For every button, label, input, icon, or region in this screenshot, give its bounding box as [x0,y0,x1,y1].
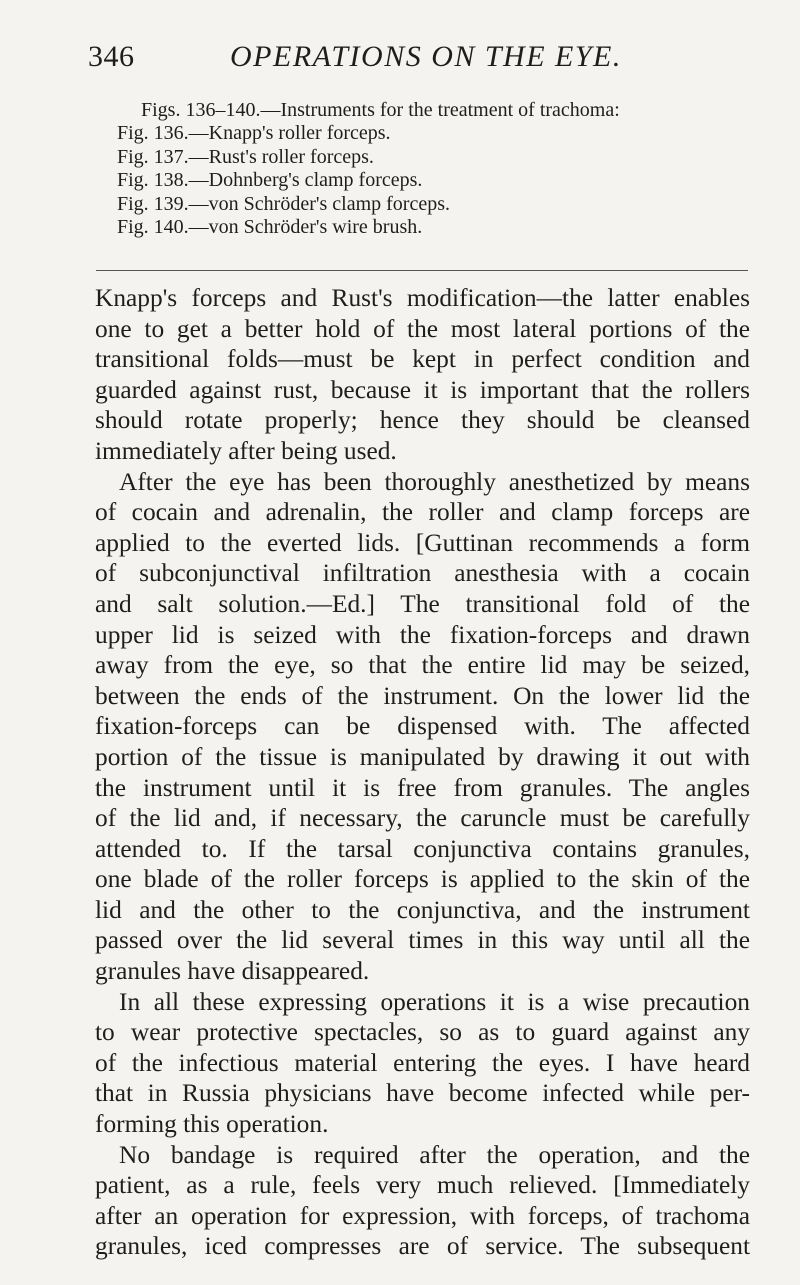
text-line: patient, as a rule, feels very much relieved. [Immediately [95,1171,750,1200]
caption-fig-137: Fig. 137.—Rust's roller forceps. [117,145,374,168]
separator-rule [96,270,748,271]
text-line: away from the eye, so that the entire lid may be seized, [95,651,750,680]
text-line: one blade of the roller forceps is applied to the skin of the [95,865,750,894]
text-line: guarded against rust, because it is important that the rollers [95,375,750,404]
running-head [88,40,748,84]
caption-fig-140: Fig. 140.—von Schröder's wire brush. [117,216,423,239]
text-line: after an operation for expression, with forceps, of trachoma [95,1201,750,1230]
text-line: After the eye has been thoroughly anesthetized by means [119,467,750,496]
text-line: forming this operation. [95,1110,329,1139]
text-line: the instrument until it is free from granules. The angles [95,773,750,802]
text-line: between the ends of the instrument. On the lower lid the [95,681,750,710]
text-line: fixation-forceps can be dispensed with. The affected [95,712,750,741]
caption-fig-138: Fig. 138.—Dohnberg's clamp forceps. [117,169,423,192]
text-line: attended to. If the tarsal conjunctiva contains granules, [95,834,750,863]
text-line: granules, iced compresses are of service. The subsequent [95,1232,750,1261]
text-line: applied to the everted lids. [Guttinan recommends a form [95,528,750,557]
running-title: OPERATIONS ON THE EYE. [230,40,622,73]
text-line: of the lid and, if necessary, the caruncle must be carefully [95,804,750,833]
caption-fig-139: Fig. 139.—von Schröder's clamp forceps. [117,192,450,215]
text-line: granules have disappeared. [95,957,370,986]
text-line: to wear protective spectacles, so as to guard against any [95,1018,750,1047]
caption-heading: Figs. 136–140.—Instruments for the treatment of trachoma: [141,99,620,121]
text-line: portion of the tissue is manipulated by drawing it out with [95,742,750,771]
text-line: of cocain and adrenalin, the roller and clamp forceps are [95,498,750,527]
text-line: lid and the other to the conjunctiva, and the instrument [95,895,750,924]
text-line: that in Russia physicians have become infected while per- [95,1079,750,1108]
text-line: Knapp's forceps and Rust's modification—the latter enables [95,284,750,312]
text-line: should rotate properly; hence they should be cleansed [95,406,750,435]
figure-captions [117,99,737,239]
text-line: of subconjunctival infiltration anesthesia with a cocain [95,559,750,588]
text-line: transitional folds—must be kept in perfect condition and [95,345,750,374]
text-line: passed over the lid several times in this way until all the [95,926,750,955]
text-line: of the infectious material entering the eyes. I have heard [95,1048,750,1077]
caption-fig-136: Fig. 136.—Knapp's roller forceps. [117,122,391,145]
text-line: No bandage is required after the operation, and the [119,1140,750,1169]
text-line: upper lid is seized with the fixation-forceps and drawn [95,620,750,649]
text-line: and salt solution.—Ed.] The transitional fold of the [95,589,750,618]
text-line: immediately after being used. [95,436,397,465]
body-text [95,283,750,1262]
text-line: In all these expressing operations it is a wise precaution [119,987,750,1016]
page-number: 346 [88,40,135,73]
text-line: one to get a better hold of the most lateral portions of the [95,314,750,343]
